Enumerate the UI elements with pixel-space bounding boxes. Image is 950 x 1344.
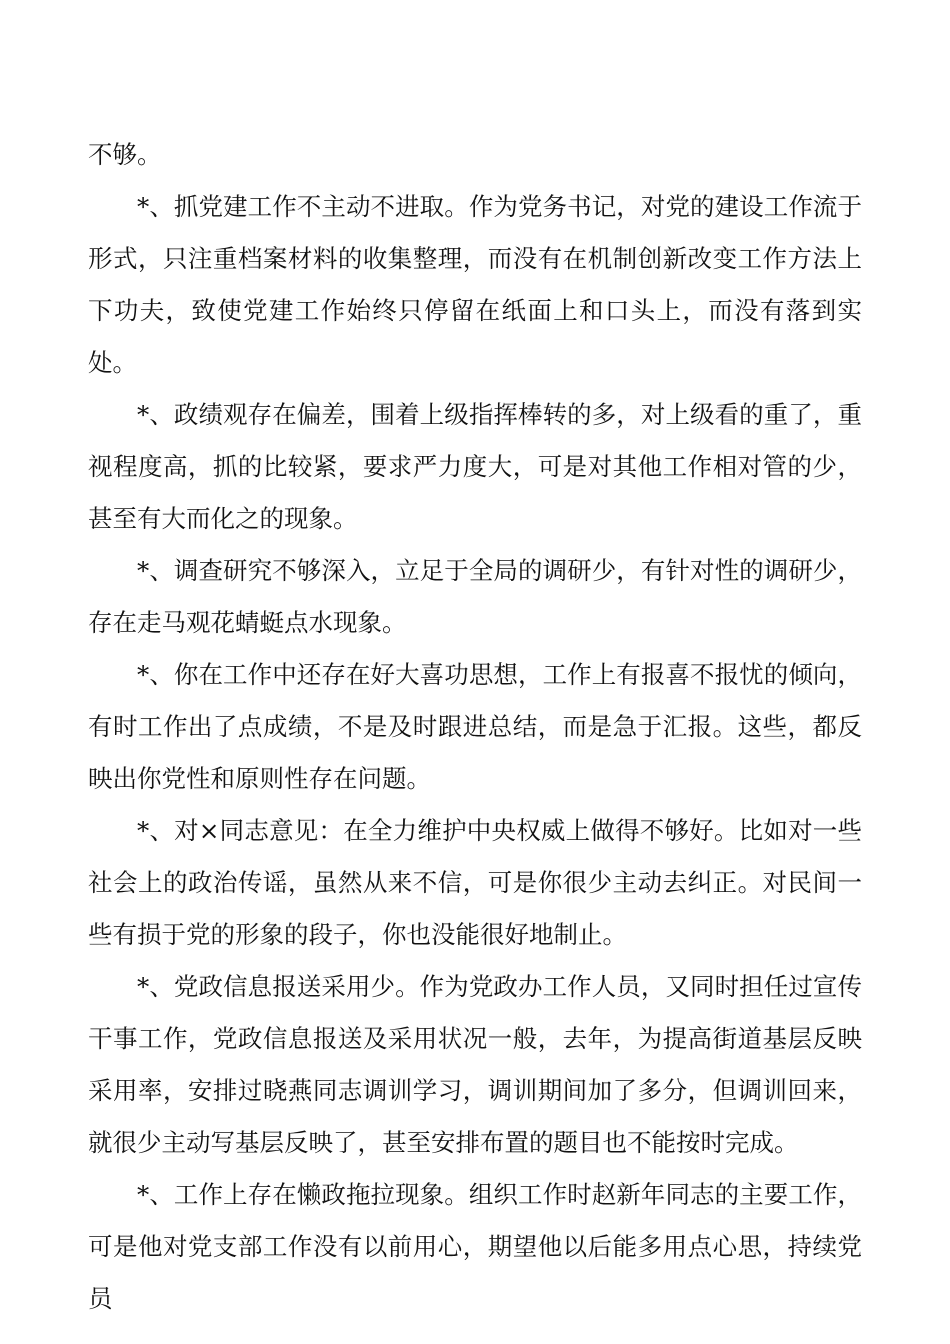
paragraph-continuation: 不够。 <box>88 140 162 169</box>
paragraph-lazy-governance: *、工作上存在懒政拖拉现象。组织工作时赵新年同志的主要工作，可是他对党支部工作没有以前用心，期望他以后能多用点心思，持续党员 <box>88 1180 862 1313</box>
document-page <box>88 129 862 1325</box>
paragraph-boasting: *、你在工作中还存在好大喜功思想，工作上有报喜不报忧的倾向，有时工作出了点成绩，不是及时跟进总结，而是急于汇报。这些，都反映出你党性和原则性存在问题。 <box>88 660 862 793</box>
paragraph-central-authority: *、对×同志意见：在全力维护中央权威上做得不够好。比如对一些社会上的政治传谣，虽然从来不信，可是你很少主动去纠正。对民间一些有损于党的形象的段子，你也没能很好地制止。 <box>88 816 862 949</box>
paragraph-research: *、调查研究不够深入，立足于全局的调研少，有针对性的调研少，存在走马观花蜻蜓点水现象。 <box>88 556 862 637</box>
paragraph-party-building: *、抓党建工作不主动不进取。作为党务书记，对党的建设工作流于形式，只注重档案材料的收集整理，而没有在机制创新改变工作方法上下功夫，致使党建工作始终只停留在纸面上和口头上，而没有落到实处。 <box>88 192 862 377</box>
paragraph-information-reporting: *、党政信息报送采用少。作为党政办工作人员，又同时担任过宣传干事工作，党政信息报送及采用状况一般，去年，为提高街道基层反映采用率，安排过晓燕同志调训学习，调训期间加了多分，但调训回来，就很少主动写基层反映了，甚至安排布置的题目也不能按时完成。 <box>88 972 862 1157</box>
paragraph-performance-view: *、政绩观存在偏差，围着上级指挥棒转的多，对上级看的重了，重视程度高，抓的比较紧，要求严力度大，可是对其他工作相对管的少，甚至有大而化之的现象。 <box>88 400 862 533</box>
